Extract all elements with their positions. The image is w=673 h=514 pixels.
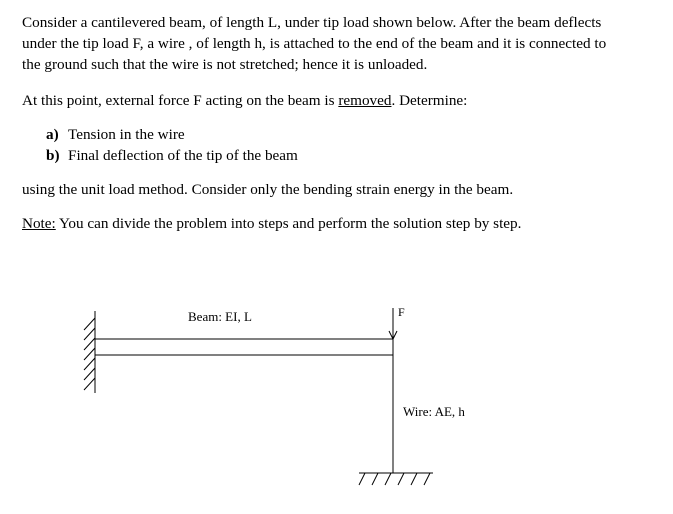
intro-line-1: Consider a cantilevered beam, of length L, under tip load shown below. After the beam deflects: [22, 14, 602, 31]
beam-label: Beam: EI, L: [188, 309, 252, 324]
intro-paragraph: [22, 12, 662, 75]
method-paragraph: using the unit load method. Consider only the bending strain energy in the beam.: [22, 181, 514, 198]
beam: [95, 339, 393, 355]
wall-hatch: [84, 318, 95, 330]
note-label: Note:: [22, 215, 56, 232]
note-paragraph: [22, 213, 521, 234]
force-label: F: [398, 305, 405, 319]
wall-hatch: [84, 338, 95, 350]
question-marker-b: b): [46, 147, 60, 164]
question-text-a: Tension in the wire: [68, 126, 185, 143]
question-item-a: [46, 124, 185, 145]
ground-hatch: [372, 473, 378, 485]
question-marker-a: a): [46, 126, 59, 143]
question-item-b: [46, 145, 298, 166]
statement-suffix: . Determine:: [391, 92, 468, 109]
intro-line-2: under the tip load F, a wire , of length h, is attached to the end of the beam and it is connected to: [22, 35, 607, 52]
wall-hatch: [84, 378, 95, 390]
statement-underlined: removed: [338, 92, 392, 109]
force-arrow: [389, 308, 397, 339]
statement-paragraph: [22, 90, 467, 111]
question-text-b: Final deflection of the tip of the beam: [68, 147, 298, 164]
wall-hatch: [84, 358, 95, 370]
wall-support: [84, 311, 95, 393]
ground-hatch: [424, 473, 430, 485]
ground-hatch: [411, 473, 417, 485]
force-arrow-head: [389, 331, 397, 339]
intro-line-3: the ground such that the wire is not stretched; hence it is unloaded.: [22, 56, 428, 73]
ground-support: [359, 473, 433, 485]
ground-hatch: [359, 473, 365, 485]
ground-hatch: [385, 473, 391, 485]
wire-label: Wire: AE, h: [403, 404, 465, 419]
statement-prefix: At this point, external force F acting on the beam is: [22, 92, 339, 109]
wall-hatch: [84, 328, 95, 340]
wall-hatch: [84, 368, 95, 380]
wall-hatch: [84, 348, 95, 360]
ground-hatch: [398, 473, 404, 485]
note-text: You can divide the problem into steps and perform the solution step by step.: [55, 215, 522, 232]
